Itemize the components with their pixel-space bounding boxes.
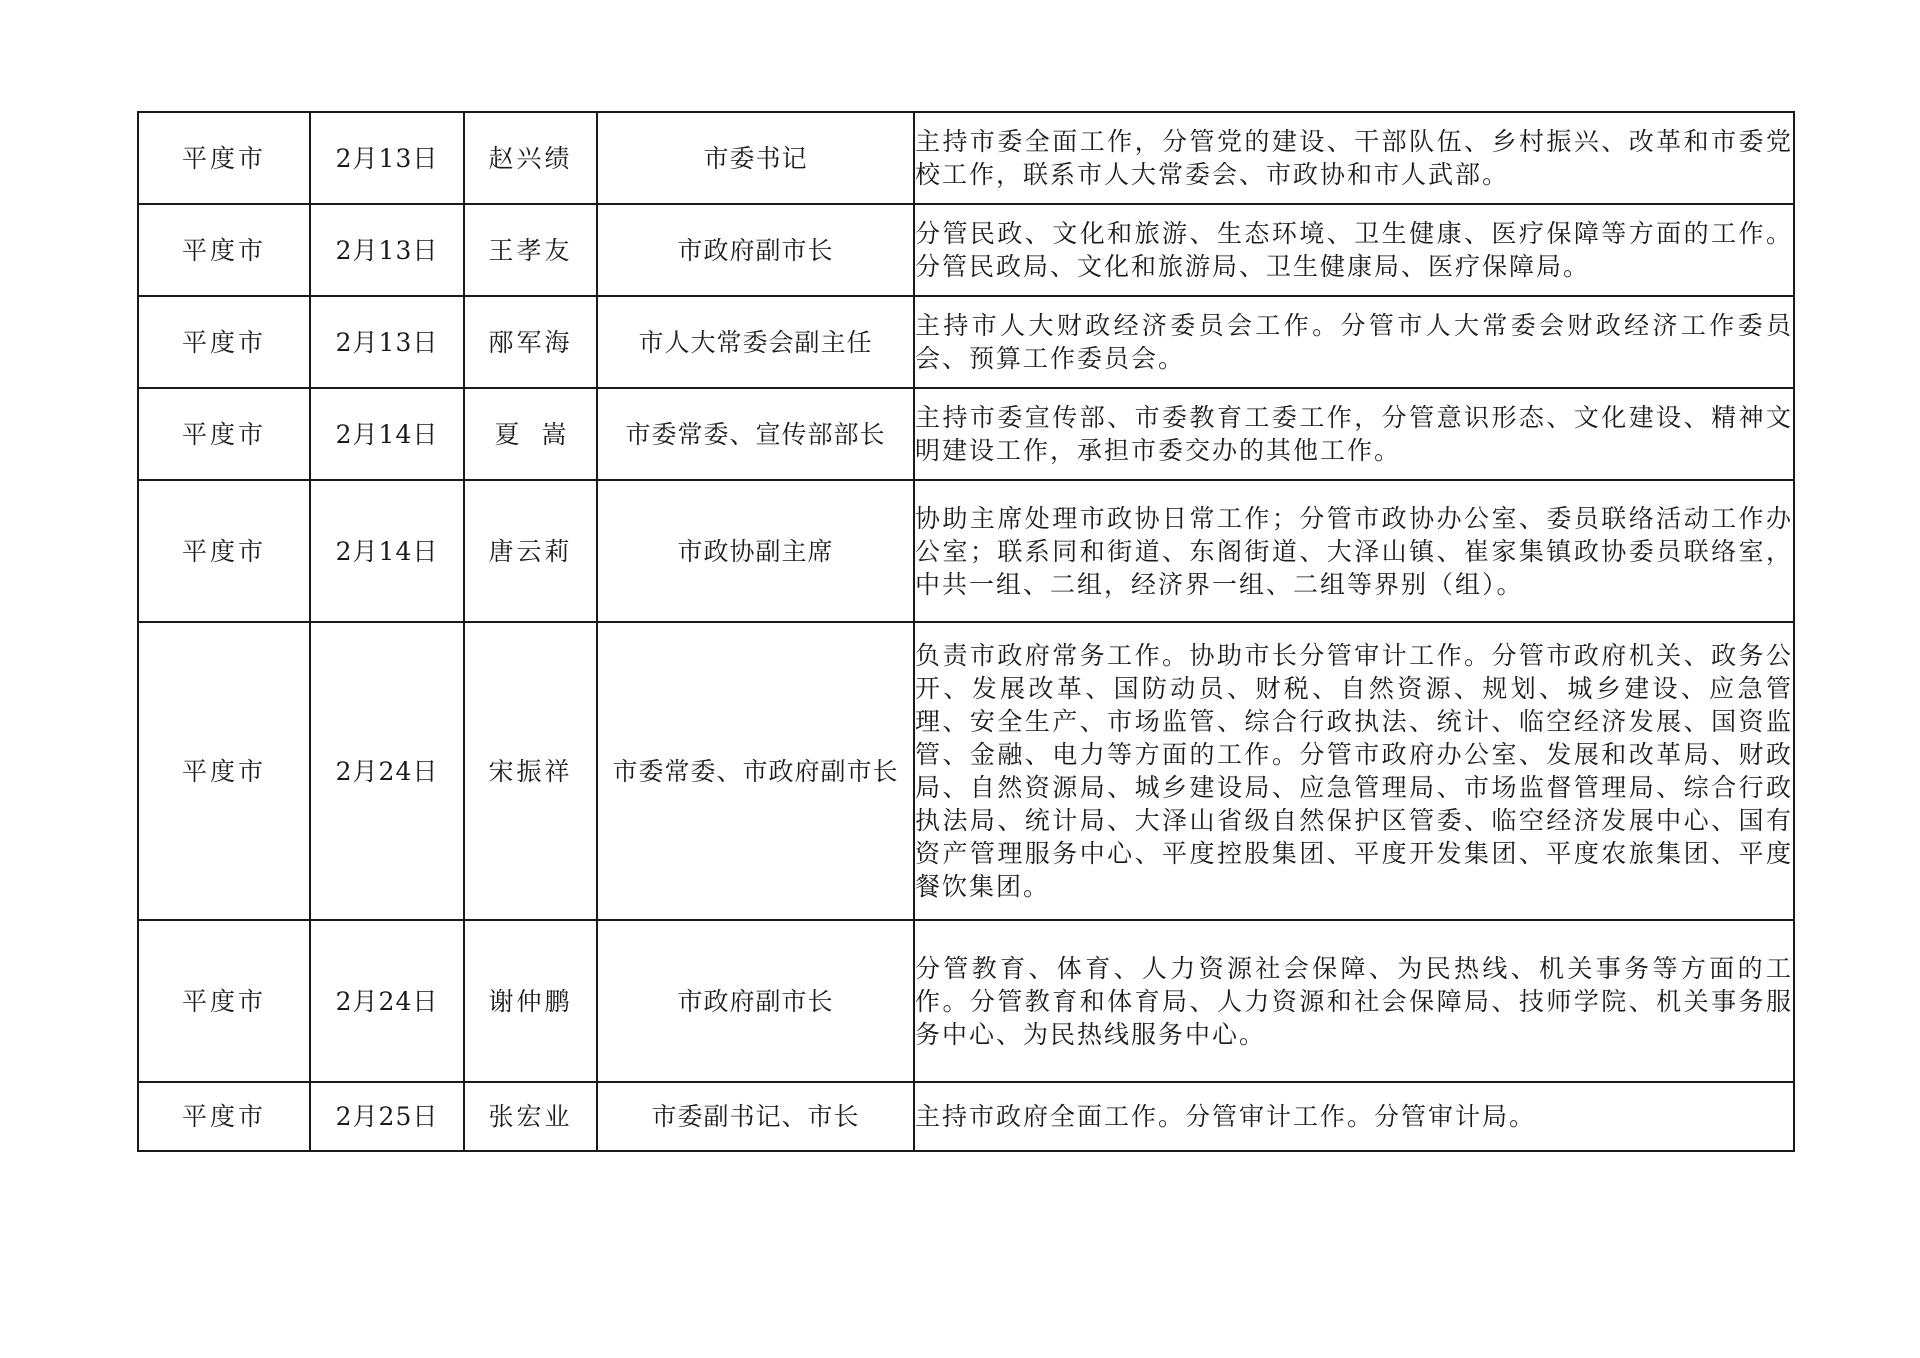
- title-cell: 市委书记: [597, 112, 914, 204]
- title-cell: 市委常委、宣传部部长: [597, 388, 914, 480]
- appointments-table: [137, 111, 1795, 1152]
- table-row: [138, 1082, 1794, 1151]
- name-cell: 王孝友: [464, 204, 597, 296]
- table-row: [138, 388, 1794, 480]
- date-cell: 2月13日: [310, 204, 464, 296]
- title-cell: 市政府副市长: [597, 204, 914, 296]
- date-cell: 2月24日: [310, 622, 464, 920]
- name-cell: 宋振祥: [464, 622, 597, 920]
- city-cell: 平度市: [138, 480, 310, 622]
- name-cell: 赵兴绩: [464, 112, 597, 204]
- duties-cell: 分管民政、文化和旅游、生态环境、卫生健康、医疗保障等方面的工作。分管民政局、文化和旅游局、卫生健康局、医疗保障局。: [914, 204, 1794, 296]
- title-cell: 市政府副市长: [597, 920, 914, 1082]
- duties-cell: 分管教育、体育、人力资源社会保障、为民热线、机关事务等方面的工作。分管教育和体育局、人力资源和社会保障局、技师学院、机关事务服务中心、为民热线服务中心。: [914, 920, 1794, 1082]
- table-row: [138, 920, 1794, 1082]
- title-cell: 市委副书记、市长: [597, 1082, 914, 1151]
- table-row: [138, 204, 1794, 296]
- duties-cell: 主持市人大财政经济委员会工作。分管市人大常委会财政经济工作委员会、预算工作委员会。: [914, 296, 1794, 388]
- duties-cell: 负责市政府常务工作。协助市长分管审计工作。分管市政府机关、政务公开、发展改革、国防动员、财税、自然资源、规划、城乡建设、应急管理、安全生产、市场监管、综合行政执法、统计、临空经济发展、国资监管、金融、电力等方面的工作。分管市政府办公室、发展和改革局、财政局、自然资源局、城乡建设局、应急管理局、市场监督管理局、综合行政执法局、统计局、大泽山省级自然保护区管委、临空经济发展中心、国有资产管理服务中心、平度控股集团、平度开发集团、平度农旅集团、平度餐饮集团。: [914, 622, 1794, 920]
- city-cell: 平度市: [138, 204, 310, 296]
- table-row: [138, 112, 1794, 204]
- city-cell: 平度市: [138, 1082, 310, 1151]
- name-cell: 唐云莉: [464, 480, 597, 622]
- date-cell: 2月13日: [310, 112, 464, 204]
- duties-cell: 协助主席处理市政协日常工作；分管市政协办公室、委员联络活动工作办公室；联系同和街道、东阁街道、大泽山镇、崔家集镇政协委员联络室，中共一组、二组，经济界一组、二组等界别（组）。: [914, 480, 1794, 622]
- duties-cell: 主持市政府全面工作。分管审计工作。分管审计局。: [914, 1082, 1794, 1151]
- name-cell: 谢仲鹏: [464, 920, 597, 1082]
- date-cell: 2月14日: [310, 388, 464, 480]
- name-cell: 张宏业: [464, 1082, 597, 1151]
- date-cell: 2月25日: [310, 1082, 464, 1151]
- city-cell: 平度市: [138, 296, 310, 388]
- city-cell: 平度市: [138, 112, 310, 204]
- city-cell: 平度市: [138, 622, 310, 920]
- table-row: [138, 480, 1794, 622]
- date-cell: 2月13日: [310, 296, 464, 388]
- city-cell: 平度市: [138, 920, 310, 1082]
- table-row: [138, 622, 1794, 920]
- duties-cell: 主持市委全面工作，分管党的建设、干部队伍、乡村振兴、改革和市委党校工作，联系市人大常委会、市政协和市人武部。: [914, 112, 1794, 204]
- name-cell: 邴军海: [464, 296, 597, 388]
- duties-cell: 主持市委宣传部、市委教育工委工作，分管意识形态、文化建设、精神文明建设工作，承担市委交办的其他工作。: [914, 388, 1794, 480]
- name-cell: 夏嵩: [464, 388, 597, 480]
- table-row: [138, 296, 1794, 388]
- title-cell: 市政协副主席: [597, 480, 914, 622]
- city-cell: 平度市: [138, 388, 310, 480]
- date-cell: 2月24日: [310, 920, 464, 1082]
- title-cell: 市人大常委会副主任: [597, 296, 914, 388]
- title-cell: 市委常委、市政府副市长: [597, 622, 914, 920]
- date-cell: 2月14日: [310, 480, 464, 622]
